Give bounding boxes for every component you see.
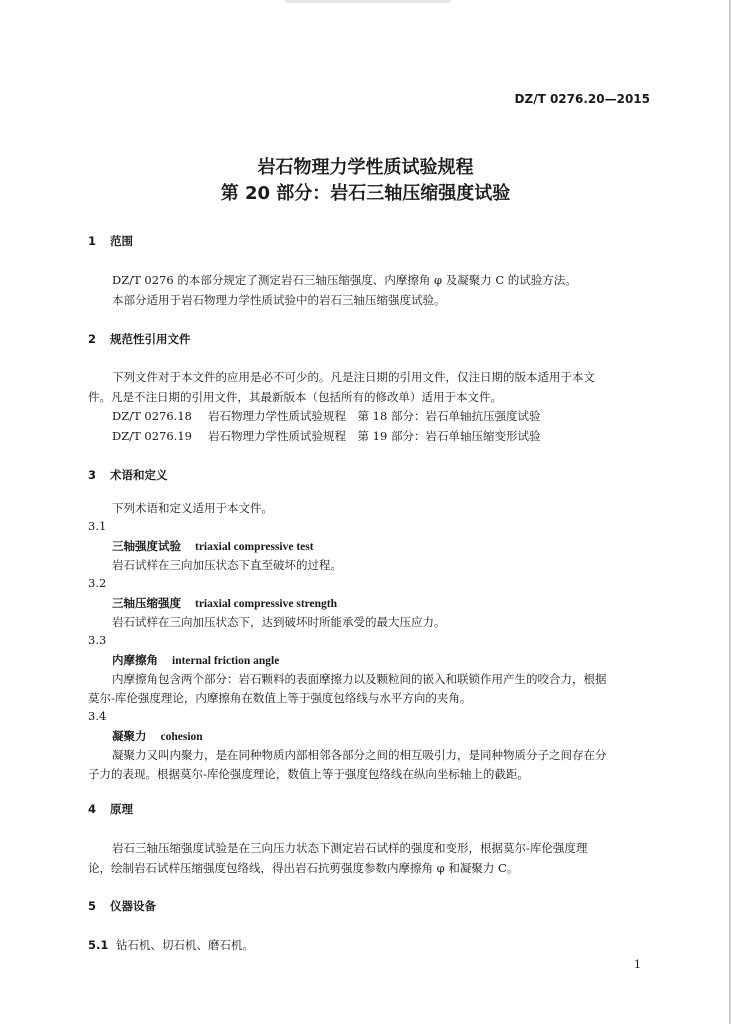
reference-item [112, 408, 540, 424]
reference-title: 岩石物理力学性质试验规程 第 18 部分：岩石单轴抗压强度试验 [208, 409, 541, 423]
paragraph: 下列文件对于本文件的应用是必不可少的。凡是注日期的引用文件，仅注日期的版本适用于本文 [112, 370, 595, 384]
paragraph: 件。凡是不注日期的引用文件，其最新版本（包括所有的修改单）适用于本文件。 [88, 390, 502, 404]
term-entry [112, 652, 279, 668]
section-heading-5 [88, 898, 156, 914]
section-title: 原理 [110, 802, 133, 816]
term-zh: 三轴强度试验 [112, 539, 181, 553]
reference-code: DZ/T 0276.19 [112, 429, 192, 443]
scan-artifact [285, 0, 450, 3]
term-en: cohesion [160, 731, 203, 743]
term-entry [112, 595, 337, 611]
page-number: 1 [634, 958, 641, 971]
term-definition: 莫尔-库伦强度理论，内摩擦角在数值上等于强度包络线与水平方向的夹角。 [88, 691, 472, 705]
term-entry [112, 538, 314, 554]
section-number: 3 [88, 468, 97, 482]
term-definition: 凝聚力又叫内聚力，是在同种物质内部相邻各部分之间的相互吸引力，是同种物质分子之间存在分 [112, 748, 607, 762]
section-title: 规范性引用文件 [110, 332, 191, 346]
subsection-5-1 [88, 937, 254, 953]
term-number: 3.3 [88, 633, 107, 647]
section-title: 范围 [110, 234, 133, 248]
term-zh: 凝聚力 [112, 729, 147, 743]
reference-title: 岩石物理力学性质试验规程 第 19 部分：岩石单轴压缩变形试验 [208, 429, 541, 443]
section-title: 仪器设备 [110, 899, 156, 913]
term-en: triaxial compressive strength [195, 598, 338, 610]
standard-code: DZ/T 0276.20—2015 [514, 92, 650, 106]
term-entry [112, 728, 203, 744]
section-number: 1 [88, 234, 97, 248]
term-number: 3.4 [88, 709, 107, 723]
section-heading-3 [88, 467, 168, 483]
term-number: 3.1 [88, 519, 107, 533]
section-heading-1 [88, 233, 133, 249]
term-zh: 三轴压缩强度 [112, 596, 181, 610]
term-definition: 子力的表现。根据莫尔-库伦强度理论，数值上等于强度包络线在纵向坐标轴上的截距。 [88, 767, 529, 781]
paragraph: DZ/T 0276 的本部分规定了测定岩石三轴压缩强度、内摩擦角 φ 及凝聚力 C 的试验方法。 [112, 273, 577, 287]
term-en: internal friction angle [172, 655, 280, 667]
paragraph: 论，绘制岩石试样压缩强度包络线，得出岩石抗剪强度参数内摩擦角 φ 和凝聚力 C。 [88, 861, 519, 875]
paragraph: 本部分适用于岩石物理力学性质试验中的岩石三轴压缩强度试验。 [112, 293, 446, 307]
term-en: triaxial compressive test [195, 541, 314, 553]
subsection-text: 钻石机、切石机、磨石机。 [116, 938, 254, 952]
term-definition: 内摩擦角包含两个部分：岩石颗料的表面摩擦力以及颗粒间的嵌入和联锁作用产生的咬合力，根据 [112, 672, 607, 686]
section-title: 术语和定义 [110, 468, 168, 482]
doc-title-line1: 岩石物理力学性质试验规程 [257, 157, 474, 178]
section-number: 4 [88, 802, 97, 816]
paragraph: 岩石三轴压缩强度试验是在三向压力状态下测定岩石试样的强度和变形，根据莫尔-库伦强度理 [112, 841, 588, 855]
paragraph: 下列术语和定义适用于本文件。 [112, 501, 273, 515]
section-heading-2 [88, 331, 191, 347]
section-number: 2 [88, 332, 97, 346]
section-heading-4 [88, 801, 133, 817]
term-definition: 岩石试样在三向加压状态下，达到破坏时所能承受的最大压应力。 [112, 615, 446, 629]
reference-item [112, 428, 540, 444]
reference-code: DZ/T 0276.18 [112, 409, 192, 423]
doc-title-line2: 第 20 部分：岩石三轴压缩强度试验 [220, 183, 511, 204]
subsection-number: 5.1 [88, 938, 109, 952]
term-definition: 岩石试样在三向加压状态下直至破坏的过程。 [112, 558, 342, 572]
term-number: 3.2 [88, 576, 107, 590]
section-number: 5 [88, 899, 97, 913]
term-zh: 内摩擦角 [112, 653, 158, 667]
